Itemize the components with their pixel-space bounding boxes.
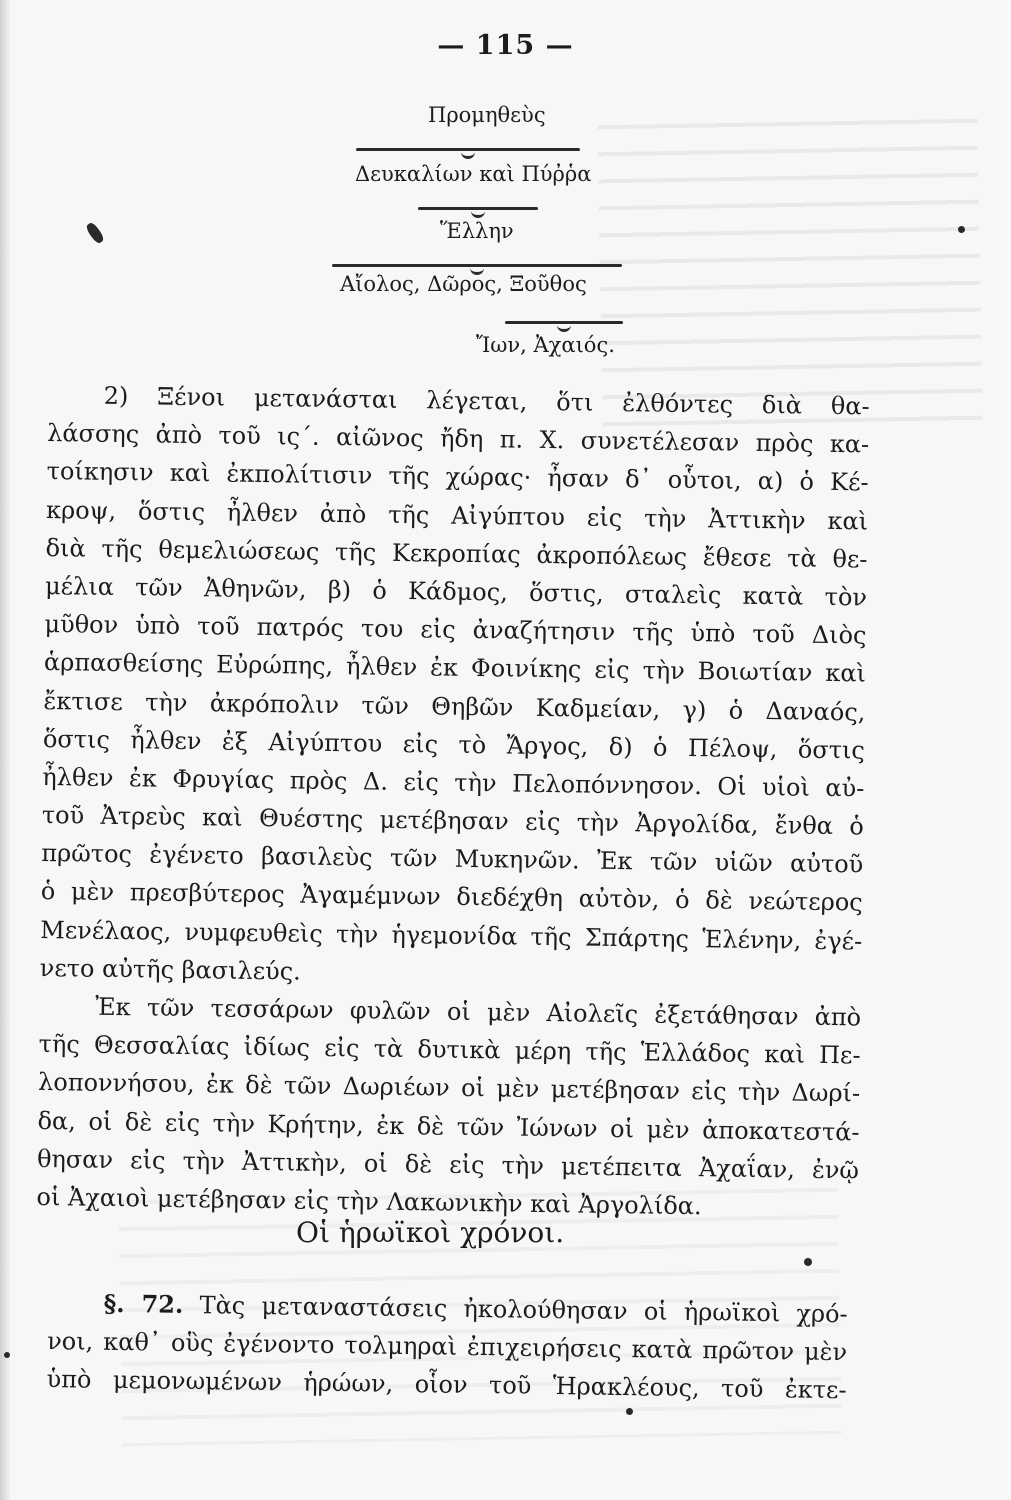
paragraph-metanastai xyxy=(36,376,870,1228)
text-line-content: Τὰς μεταναστάσεις ἠκολούθησαν οἱ ἡρωϊκοὶ χρό- xyxy=(199,1291,848,1329)
genealogy-level-4: Αἴολος, Δῶρος, Ξοῦθος xyxy=(340,272,587,296)
text-line: ἁρπασθείσης Εὐρώπης, ἦλθεν ἐκ Φοινίκης εἰς τὴν Βοιωτίαν καὶ xyxy=(43,648,867,688)
text-line: Ἐκ τῶν τεσσάρων φυλῶν οἱ μὲν Αἰολεῖς ἐξετάθησαν ἀπὸ xyxy=(95,992,862,1032)
ink-speck xyxy=(804,1258,812,1266)
text-line: μέλια τῶν Ἀθηνῶν, β) ὁ Κάδμος, ὅστις, σταλεὶς κατὰ τὸν xyxy=(44,571,868,612)
genealogy-level-1: Προμηθεὺς xyxy=(428,103,546,127)
text-line: ὁ μὲν πρεσβύτερος Ἀγαμέμνων διεδέχθη αὐτὸν, ὁ δὲ νεώτερος xyxy=(40,877,863,917)
ink-speck xyxy=(85,221,106,245)
text-line: τῆς Θεσσαλίας ἰδίως εἰς τὰ δυτικὰ μέρη τῆς Ἑλλάδος καὶ Πε- xyxy=(38,1030,861,1070)
text-line: κροψ, ὅστις ἦλθεν ἀπὸ τῆς Αἰγύπτου εἰς τὴν Ἀττικὴν καὶ xyxy=(45,495,869,536)
text-line: τοίκησιν καὶ ἐκπολίτισιν τῆς χώρας· ἦσαν δ᾽ οὗτοι, α) ὁ Κέ- xyxy=(46,457,869,497)
text-line: 2) Ξένοι μετανάσται λέγεται, ὅτι ἐλθόντες διὰ θα- xyxy=(103,381,870,421)
genealogy-brace xyxy=(356,148,580,151)
text-line: ἦλθεν ἐκ Φρυγίας πρὸς Δ. εἰς τὴν Πελοπόννησον. Οἱ υἱοὶ αὐ- xyxy=(42,762,865,803)
text-line: μῦθον ὑπὸ τοῦ πατρός του εἰς ἀναζήτησιν τῆς ὑπὸ τοῦ Διὸς xyxy=(44,610,867,650)
text-line: ὑπὸ μεμονωμένων ἡρώων, οἷον τοῦ Ἡρακλέους, τοῦ ἐκτε- xyxy=(46,1365,847,1405)
page-number: — 115 — xyxy=(437,30,574,61)
genealogy-level-3: Ἕλλην xyxy=(440,219,514,243)
section-number: §. 72. xyxy=(103,1288,184,1319)
text-line: θησαν εἰς τὴν Ἀττικὴν, οἱ δὲ εἰς τὴν μετέπειτα Ἀχαΐαν, ἐνῷ xyxy=(36,1144,860,1185)
text-line: πρῶτος ἐγένετο βασιλεὺς τῶν Μυκηνῶν. Ἐκ τῶν υἱῶν αὐτοῦ xyxy=(41,839,864,879)
text-line: δα, οἱ δὲ εἰς τὴν Κρήτην, ἐκ δὲ τῶν Ἰώνων οἱ μὲν ἀποκατεστά- xyxy=(37,1106,860,1146)
paragraph-section-72 xyxy=(46,1284,848,1410)
text-line: οἱ Ἀχαιοὶ μετέβησαν εἰς τὴν Λακωνικὴν καὶ Ἀργολίδα. xyxy=(36,1182,702,1221)
text-line: τοῦ Ἀτρεὺς καὶ Θυέστης μετέβησαν εἰς τὴν Ἀργολίδα, ἔνθα ὁ xyxy=(41,801,864,841)
genealogy-brace xyxy=(505,321,623,324)
genealogy-brace xyxy=(332,264,622,267)
text-line: νετο αὐτῆς βασιλεύς. xyxy=(39,953,302,986)
ink-speck xyxy=(958,226,965,233)
text-line: λάσσης ἀπὸ τοῦ ις΄. αἰῶνος ἤδη π. Χ. συνετέλεσαν πρὸς κα- xyxy=(47,419,870,459)
genealogy-brace xyxy=(418,207,538,210)
text-line: ἔκτισε τὴν ἀκρόπολιν τῶν Θηβῶν Καδμείαν, γ) ὁ Δαναός, xyxy=(43,686,866,726)
text-line: Μενέλαος, νυμφευθεὶς τὴν ἡγεμονίδα τῆς Σπάρτης Ἑλένην, ἐγέ- xyxy=(40,915,863,956)
genealogy-level-5: Ἴων, Ἀχαιός. xyxy=(476,333,615,357)
ink-speck xyxy=(626,1408,633,1415)
text-line: νοι, καθ᾽ οὓς ἐγένοντο τολμηραὶ ἐπιχειρήσεις κατὰ πρῶτον μὲν xyxy=(47,1327,848,1367)
text-line: διὰ τῆς θεμελιώσεως τῆς Κεκροπίας ἀκροπόλεως ἔθεσε τὰ θε- xyxy=(45,533,868,574)
page-binding-edge xyxy=(0,0,10,1500)
section-heading: Οἱ ἡρωϊκοὶ χρόνοι. xyxy=(296,1216,565,1249)
text-line: ὅστις ἦλθεν ἐξ Αἰγύπτου εἰς τὸ Ἄργος, δ) ὁ Πέλοψ, ὅστις xyxy=(42,724,866,765)
text-line: λοποννήσου, ἐκ δὲ τῶν Δωριέων οἱ μὲν μετέβησαν εἰς τὴν Δωρί- xyxy=(37,1068,861,1108)
ink-speck xyxy=(4,1352,10,1358)
genealogy-level-2: Δευκαλίων καὶ Πύῤῥα xyxy=(355,162,592,186)
